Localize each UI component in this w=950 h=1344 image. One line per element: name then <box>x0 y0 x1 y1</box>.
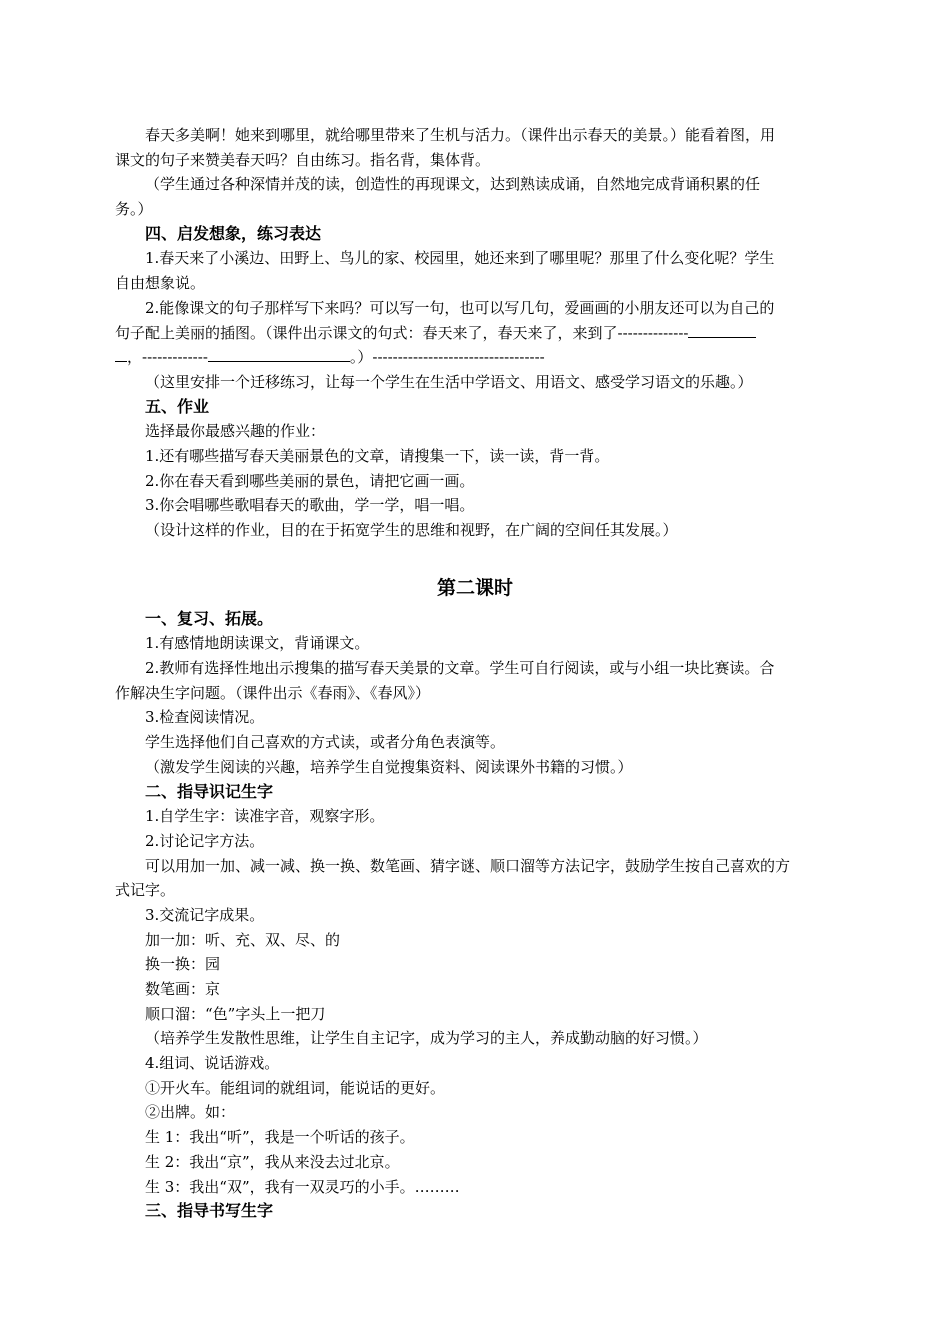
document-page <box>115 123 835 1224</box>
list-item: 生 2：我出“京”，我从来没去过北京。 <box>145 1152 400 1171</box>
list-item: 1.还有哪些描写春天美丽景色的文章，请搜集一下，读一读，背一背。 <box>145 446 610 465</box>
paragraph-line: 1.有感情地朗读课文，背诵课文。 <box>145 634 370 653</box>
section-heading: 五、作业 <box>145 396 210 416</box>
paragraph-line <box>115 345 835 370</box>
section-heading: 四、启发想象，练习表达 <box>145 223 322 243</box>
list-item: 2.讨论记字方法。 <box>145 831 265 850</box>
list-item: ①开火车。能组词的就组词，能说话的更好。 <box>145 1078 446 1097</box>
list-item: 4.组词、说话游戏。 <box>145 1054 280 1073</box>
list-item: ②出牌。如： <box>145 1103 236 1122</box>
list-item: 加一加：听、充、双、尽、的 <box>145 930 341 949</box>
section-heading: 三、指导书写生字 <box>145 1201 274 1221</box>
list-item: （设计这样的作业，目的在于拓宽学生的思维和视野，在广阔的空间任其发展。） <box>145 521 678 539</box>
list-item: 2.你在春天看到哪些美丽的景色，请把它画一画。 <box>145 471 475 490</box>
paragraph-text: 。）---------------------------------- <box>349 348 545 367</box>
paragraph-line: 自由想象说。 <box>115 274 206 293</box>
list-item: 3.交流记字成果。 <box>145 905 265 924</box>
list-item: 生 1：我出“听”，我是一个听话的孩子。 <box>145 1128 415 1147</box>
list-item: 可以用加一加、减一减、换一换、数笔画、猜字谜、顺口溜等方法记字，鼓励学生按自己喜欢的方 <box>145 856 791 875</box>
list-item: 生 3：我出“双”，我有一双灵巧的小手。……… <box>145 1177 460 1196</box>
section-heading: 二、指导识记生字 <box>145 781 274 801</box>
list-item: （培养学生发散性思维，让学生自主记字，成为学习的主人，养成勤动脑的好习惯。） <box>145 1029 708 1048</box>
blank-line <box>688 321 756 338</box>
section-heading: 一、复习、拓展。 <box>145 608 274 628</box>
list-item: 1.自学生字：读准字音，观察字形。 <box>145 807 385 826</box>
paragraph-line: 务。） <box>115 200 153 219</box>
paragraph-line <box>115 321 835 346</box>
paragraph-line: 课文的句子来赞美春天吗？自由练习。指名背，集体背。 <box>115 150 491 169</box>
lesson-title: 第二课时 <box>436 576 513 599</box>
list-item: 数笔画：京 <box>145 980 221 998</box>
list-item: 式记字。 <box>115 881 176 900</box>
list-item: 换一换：园 <box>145 955 221 974</box>
paragraph-line: 1.春天来了小溪边、田野上、鸟儿的家、校园里，她还来到了哪里呢？那里了什么变化呢？学生 <box>145 249 775 268</box>
paragraph-text: ，------------- <box>127 348 208 367</box>
paragraph-text: 句子配上美丽的插图。（课件出示课文的句式：春天来了，春天来了，来到了-------------- <box>115 323 689 342</box>
paragraph-line: （学生通过各种深情并茂的读，创造性的再现课文，达到熟读成诵，自然地完成背诵积累的任 <box>145 175 761 194</box>
paragraph-line: 2.教师有选择性地出示搜集的描写春天美景的文章。学生可自行阅读，或与小组一块比赛读。合 <box>145 659 775 678</box>
list-item: 3.你会唱哪些歌唱春天的歌曲，学一学，唱一唱。 <box>145 496 475 515</box>
paragraph-line: （激发学生阅读的兴趣，培养学生自觉搜集资料、阅读课外书籍的习惯。） <box>145 757 633 776</box>
paragraph-line: 作解决生字问题。（课件出示《春雨》、《春风》） <box>115 683 431 702</box>
blank-line <box>208 345 350 362</box>
paragraph-line: 3.检查阅读情况。 <box>145 708 265 727</box>
list-item: 选择最你最感兴趣的作业： <box>145 422 326 441</box>
paragraph-line: 春天多美啊！她来到哪里，就给哪里带来了生机与活力。（课件出示春天的美景。）能看着图，用 <box>145 126 776 144</box>
list-item: 顺口溜：“色”字头上一把刀 <box>145 1004 326 1023</box>
blank-line <box>115 345 127 362</box>
paragraph-line: 学生选择他们自己喜欢的方式读，或者分角色表演等。 <box>145 733 506 752</box>
paragraph-line: （这里安排一个迁移练习，让每一个学生在生活中学语文、用语文、感受学习语文的乐趣。） <box>145 372 753 391</box>
paragraph-line: 2.能像课文的句子那样写下来吗？可以写一句，也可以写几句，爱画画的小朋友还可以为自己的 <box>145 298 775 317</box>
